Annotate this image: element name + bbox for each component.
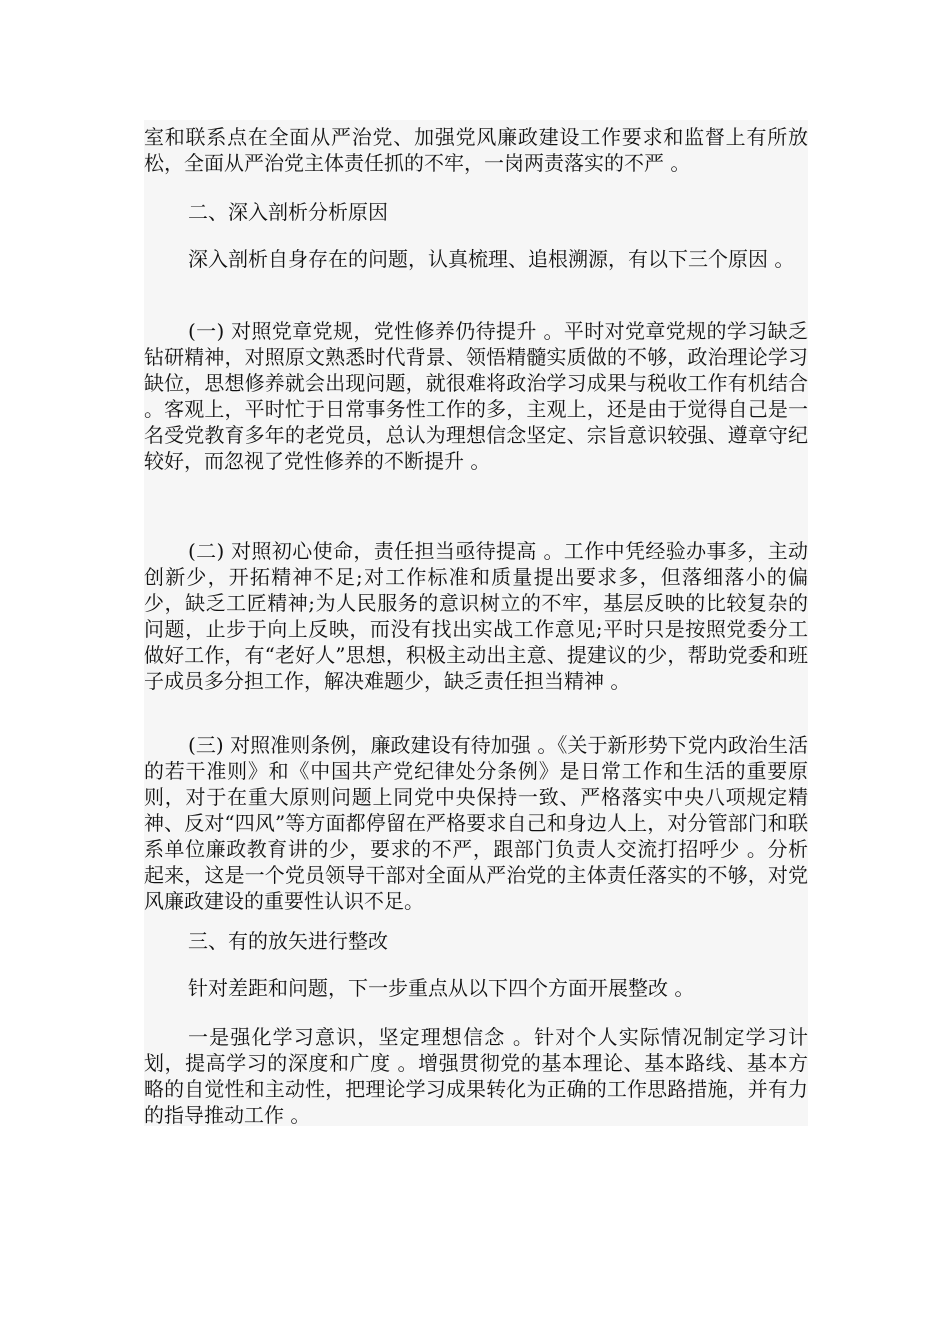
paragraph-cause-2: (二) 对照初心使命，责任担当亟待提高 。工作中凭经验办事多，主动创新少，开拓精神不足;对工作标准和质量提出要求多，但落细落小的偏少，缺乏工匠精神;为人民服务的意识树立的不牢，基层反映的比较复杂的问题，止步于向上反映，而没有找出实战工作意见;平时只是按照党委分工做好工作，有“老好人”思想，积极主动出主意、提建议的少，帮助党委和班子成员多分担工作，解决难题少，缺乏责任担当精神 。 [144,539,808,693]
paragraph-cause-3: (三) 对照准则条例，廉政建设有待加强 。《关于新形势下党内政治生活的若干准则》和《中国共产党纪律处分条例》是日常工作和生活的重要原则，对于在重大原则问题上同党中央保持一致、严格落实中央八项规定精神、反对“四风”等方面都停留在严格要求自己和身边人上，对分管部门和联系单位廉政教育讲的少，要求的不严，跟部门负责人交流打招呼少 。分析起来，这是一个党员领导干部对全面从严治党的主体责任落实的不够，对党风廉政建设的重要性认识不足。 [144,733,808,913]
paragraph-cause-1: (一) 对照党章党规，党性修养仍待提升 。平时对党章党规的学习缺乏钻研精神，对照原文熟悉时代背景、领悟精髓实质做的不够，政治理论学习缺位，思想修养就会出现问题，就很难将政治学习成果与税收工作有机结合 。客观上，平时忙于日常事务性工作的多，主观上，还是由于觉得自己是一名受党教育多年的老党员，总认为理想信念坚定、宗旨意识较强、遵章守纪较好，而忽视了党性修养的不断提升 。 [144,319,808,473]
paragraph-rectification-intro: 针对差距和问题，下一步重点从以下四个方面开展整改 。 [188,976,695,1000]
section-heading-2: 二、深入剖析分析原因 [188,200,388,224]
paragraph-continued: 室和联系点在全面从严治党、加强党风廉政建设工作要求和监督上有所放松，全面从严治党主体责任抓的不牢，一岗两责落实的不严 。 [144,125,808,175]
document-text-block [144,120,808,1126]
paragraph-rectification-1: 一是强化学习意识，坚定理想信念 。针对个人实际情况制定学习计划，提高学习的深度和广度 。增强贯彻党的基本理论、基本路线、基本方略的自觉性和主动性，把理论学习成果转化为正确的工作思路措施，并有力的指导推动工作 。 [144,1025,808,1127]
paragraph-causes-intro: 深入剖析自身存在的问题，认真梳理、追根溯源，有以下三个原因 。 [188,247,795,271]
section-heading-3: 三、有的放矢进行整改 [188,929,388,953]
